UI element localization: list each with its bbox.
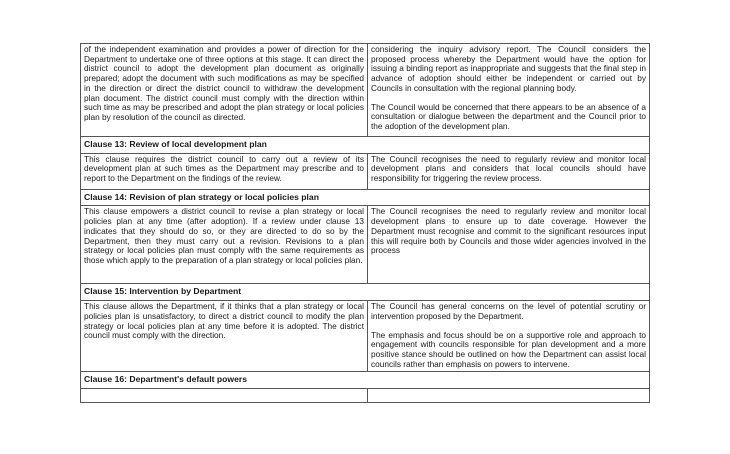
clause-heading-row <box>81 189 650 206</box>
clause-description-cell <box>81 206 368 284</box>
council-response-cell <box>368 389 650 403</box>
table-row <box>81 301 650 372</box>
clause-description-text: This clause empowers a district council to revise a plan strategy or local policies plan at any time (after adoption). If a review under clause 13 indicates that they should do so, or they are directed to do so by the Department, then they must carry out a revision. Revisions to a plan strategy or local policies plan must comply with the same requirements as those which apply to the preparation of a plan strategy or local policies plan. <box>84 206 364 265</box>
clause-heading: Clause 14: Revision of plan strategy or local policies plan <box>81 189 650 206</box>
clause-description-cell <box>81 153 368 189</box>
clause-description-text: This clause requires the district council to carry out a review of its development plan at such times as the Department may prescribe and to report to the Department on the findings of the review. <box>84 153 364 184</box>
clause-heading-row <box>81 372 650 389</box>
council-response-cell <box>368 44 650 137</box>
clause-heading: Clause 15: Intervention by Department <box>81 284 650 301</box>
consultation-table <box>80 43 650 403</box>
council-response-text: The Council recognises the need to regularly review and monitor local development plans to ensure up to date coverage. However the Department must recognise and commit to the significant resources input this will require both by Councils and those wider agencies involved in the process <box>371 206 646 256</box>
clause-heading-row <box>81 284 650 301</box>
clause-description-text: This clause allows the Department, if it thinks that a plan strategy or local policies plan is unsatisfactory, to direct a district council to modify the plan strategy or local policies plan at any time before it is adopted. The district council must comply with the direction. <box>84 301 364 341</box>
clause-heading: Clause 13: Review of local development plan <box>81 137 650 154</box>
table-row <box>81 153 650 189</box>
table-row <box>81 44 650 137</box>
clause-description-cell <box>81 44 368 137</box>
clause-description-text: of the independent examination and provides a power of direction for the Department to undertake one of three options at this stage. It can direct the district council to adopt the development plan document as originally prepared; adopt the document with such modifications as may be specified in the direction or direct the district council to withdraw the development plan document. The district council must comply with the direction within such time as may be prescribed and adopt the plan strategy or local policies plan by resolution of the council as directed. <box>84 44 364 122</box>
council-response-text: The Council has general concerns on the level of potential scrutiny or intervention proposed by the Department. <box>371 301 646 321</box>
clause-description-cell <box>81 389 368 403</box>
council-response-text: The Council recognises the need to regularly review and monitor local development plans and considers that local councils should have responsibility for triggering the review process. <box>371 153 646 184</box>
council-response-cell <box>368 206 650 284</box>
clause-description-cell <box>81 301 368 372</box>
clause-heading-row <box>81 137 650 154</box>
council-response-cell <box>368 153 650 189</box>
council-response-text: considering the inquiry advisory report. The Council considers the proposed process whereby the Department would have the option for issuing a binding report as inappropriate and suggests that the final step in advance of adoption should either be independent or carried out by Councils in consultation with the regional planning body. <box>371 44 646 93</box>
document-page <box>80 43 650 403</box>
table-row <box>81 389 650 403</box>
council-response-text: The emphasis and focus should be on a supportive role and approach to engagement with councils responsible for plan development and a more positive stance should be outlined on how the Department can assist local councils rather than emphasis on powers to intervene. <box>371 329 646 369</box>
table-row <box>81 206 650 284</box>
clause-heading: Clause 16: Department's default powers <box>81 372 650 389</box>
council-response-text: The Council would be concerned that there appears to be an absence of a consultation or dialogue between the department and the Council prior to the adoption of the development plan. <box>371 101 646 131</box>
council-response-cell <box>368 301 650 372</box>
